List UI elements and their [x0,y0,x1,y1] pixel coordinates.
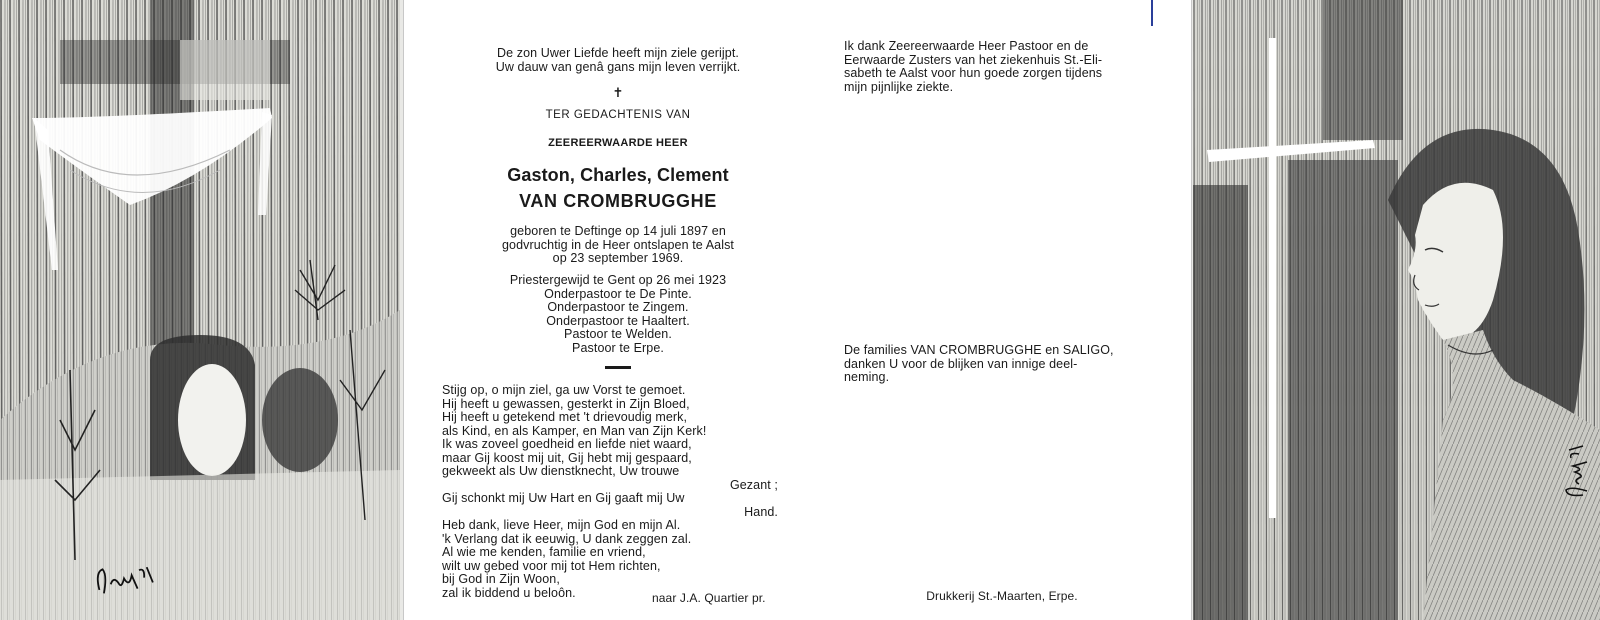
poem-line: Hij heeft u getekend met 't drievoudig merk, [442,410,688,424]
poem-line: Gezant ; [729,477,778,492]
motto-line: De zon Uwer Liefde heeft mijn ziele gerijpt. [496,46,739,60]
thanks-line: mijn pijnlijke ziekte. [844,79,954,94]
surname: VAN CROMBRUGGHE [519,191,717,211]
poem-line: gekweekt als Uw dienstknecht, Uw trouwe [442,464,680,478]
poem-line: zal ik biddend u beloôn. [442,585,576,600]
life-dates-line: op 23 september 1969. [552,251,684,265]
memory-label: TER GEDACHTENIS VAN [545,109,691,121]
thanks-line: Eerwaarde Zusters van het ziekenhuis St.-Eli- [844,52,1103,67]
poem-line: maar Gij koost mij uit, Gij hebt mij gespaard, [442,450,692,465]
poem-line: Hij heeft u gewassen, gesterkt in Zijn Bloed, [442,396,690,411]
poem-line: Gij schonkt mij Uw Hart en Gij gaaft mij Uw [442,491,685,505]
poem-line: 'k Verlang dat ik eeuwig, U dank zeggen zal. [442,531,692,546]
career-line: Priestergewijd te Gent op 26 mei 1923 [509,273,727,287]
opening-motto [442,47,794,74]
mourning-woman-drawing [1193,0,1600,620]
right-illustration [1193,0,1600,620]
poem [442,384,778,600]
career-line: Onderpastoor te De Pinte. [544,286,692,301]
career-line: Pastoor te Erpe. [572,340,664,355]
career-line: Onderpastoor te Zingem. [547,300,689,314]
honorific-title: ZEEREERWAARDE HEER [548,137,688,149]
cross-icon: ✝ [612,85,624,100]
artist-signature [1561,440,1591,500]
thanks-line: danken U voor de blijken van innige deel- [844,356,1078,371]
career-line: Pastoor te Welden. [564,327,672,341]
poem-line: Stijg op, o mijn ziel, ga uw Vorst te gemoet. [442,383,686,397]
section-divider [605,366,631,369]
given-names: Gaston, Charles, Clement [507,165,729,185]
life-dates-line: godvruchtig in de Heer ontslapen te Aalst [501,237,735,252]
tomb-and-cross-drawing [0,0,400,620]
thanks-to-staff [844,40,1160,94]
poem-line: wilt uw gebed voor mij tot Hem richten, [442,558,661,573]
poem-line: Heb dank, lieve Heer, mijn God en mijn Al. [442,518,681,532]
poem-line: als Kind, en als Kamper, en Man van Zijn Kerk! [442,423,707,438]
poem-line: bij God in Zijn Woon, [442,572,560,586]
career-line: Onderpastoor te Haaltert. [546,313,690,328]
pen-mark [1151,0,1153,26]
poem-line: Al wie me kenden, familie en vriend, [442,545,646,559]
poem-line: Ik was zoveel goedheid en liefde niet waard, [442,437,692,451]
motto-line: Uw dauw van genâ gans mijn leven verrijkt. [495,59,741,74]
thanks-from-families [844,344,1160,385]
life-dates-line: geboren te Deftinge op 14 juli 1897 en [510,224,726,238]
poem-line: Hand. [744,504,778,519]
thanks-line: De families VAN CROMBRUGGHE en SALIGO, [844,343,1114,357]
career-list [442,274,794,355]
poem-credit: naar J.A. Quartier pr. [652,591,766,605]
left-illustration [0,0,400,620]
thanks-line: Ik dank Zeereerwaarde Heer Pastoor en de [844,39,1089,53]
life-dates [442,225,794,266]
memorial-card-text [403,0,1192,620]
printer-credit: Drukkerij St.-Maarten, Erpe. [926,589,1078,603]
thanks-line: neming. [844,370,890,384]
thanks-line: sabeth te Aalst voor hun goede zorgen tijdens [844,66,1103,80]
